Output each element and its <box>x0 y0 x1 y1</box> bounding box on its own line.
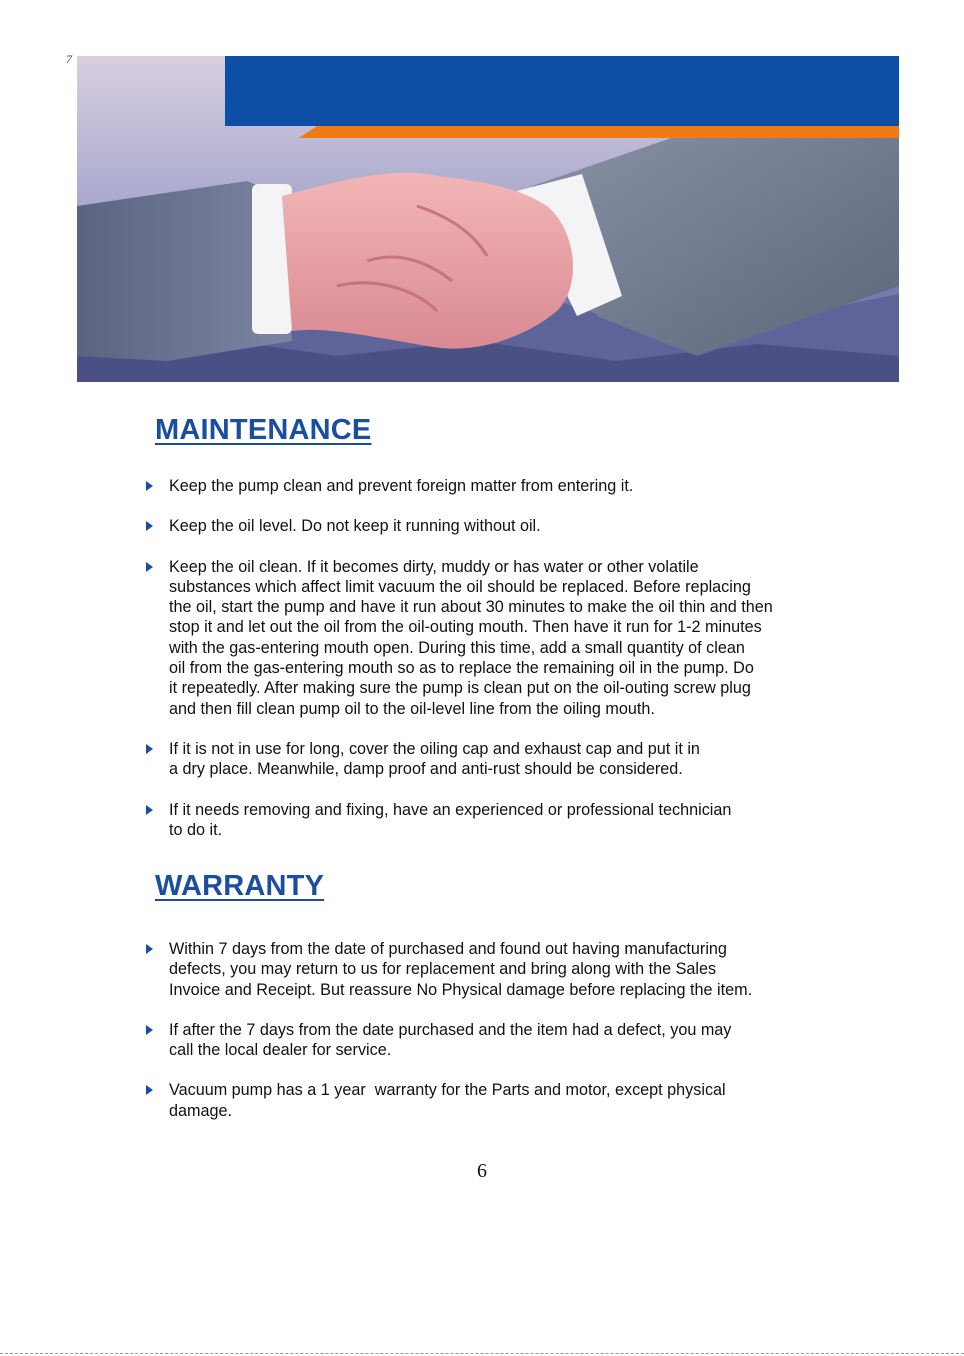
triangle-bullet-icon <box>146 521 153 531</box>
triangle-bullet-icon <box>146 481 153 491</box>
list-item: Keep the pump clean and prevent foreign matter from entering it. <box>146 476 866 496</box>
list-item: Within 7 days from the date of purchased and found out having manufacturing defects, you may return to us for replacement and bring along with the Sales Invoice and Receipt. But reassure No Physical damage before replacing the item. <box>146 939 866 1000</box>
list-item: Keep the oil level. Do not keep it running without oil. <box>146 516 866 536</box>
triangle-bullet-icon <box>146 805 153 815</box>
banner-stripes <box>77 56 899 146</box>
list-item: If it needs removing and fixing, have an experienced or professional technician to do it. <box>146 800 866 841</box>
triangle-bullet-icon <box>146 1085 153 1095</box>
triangle-bullet-icon <box>146 944 153 954</box>
maintenance-heading: MAINTENANCE <box>155 414 372 446</box>
warranty-heading: WARRANTY <box>155 870 325 902</box>
header-banner <box>77 56 899 382</box>
triangle-bullet-icon <box>146 562 153 572</box>
warranty-list <box>146 939 866 1141</box>
page-bottom-divider <box>0 1353 964 1354</box>
list-item: Keep the oil clean. If it becomes dirty, muddy or has water or other volatile substances which affect limit vacuum the oil should be replaced. Before replacing the oil, start the pump and have it run about 30 minutes to make the oil thin and then stop it and let out the oil from the oil-outing mouth. Then have it run for 1-2 minutes with the gas-entering mouth open. During this time, add a small quantity of clean oil from the gas-entering mouth so as to replace the remaining oil in the pump. Do it repeatedly. After making sure the pump is clean put on the oil-outing screw plug and then fill clean pump oil to the oil-level line from the oiling mouth. <box>146 557 866 719</box>
triangle-bullet-icon <box>146 744 153 754</box>
list-item: Vacuum pump has a 1 year warranty for the Parts and motor, except physical damage. <box>146 1080 866 1121</box>
maintenance-list <box>146 476 866 860</box>
page-number: 6 <box>477 1160 487 1182</box>
list-item: If after the 7 days from the date purchased and the item had a defect, you may call the local dealer for service. <box>146 1020 866 1061</box>
triangle-bullet-icon <box>146 1025 153 1035</box>
list-item: If it is not in use for long, cover the oiling cap and exhaust cap and put it in a dry place. Meanwhile, damp proof and anti-rust should be considered. <box>146 739 866 780</box>
corner-mark: 7 <box>66 52 72 66</box>
